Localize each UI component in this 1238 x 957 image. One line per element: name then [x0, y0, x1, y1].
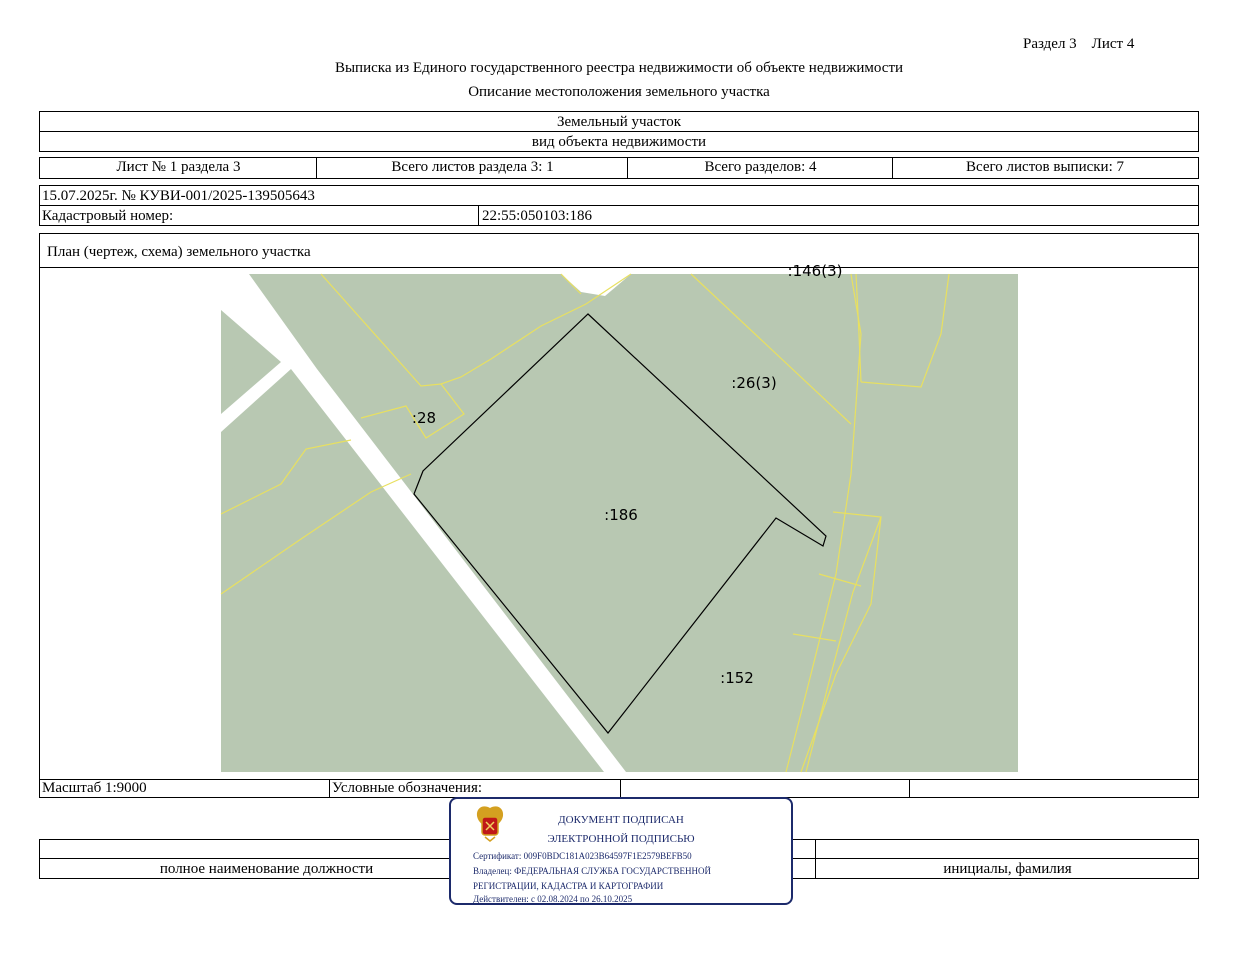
stamp-line-1: ДОКУМЕНТ ПОДПИСАН — [558, 814, 684, 826]
sheets-row — [39, 157, 1199, 179]
scale-label: Масштаб 1:9000 — [42, 780, 147, 796]
total-extract-sheets: Всего листов выписки: 7 — [892, 158, 1197, 178]
parcel-label-146: :146(3) — [787, 262, 843, 280]
object-type-block — [39, 111, 1199, 152]
date-number: 15.07.2025г. № КУВИ-001/2025-139505643 — [42, 188, 315, 204]
parcel-label-28: :28 — [411, 409, 437, 427]
electronic-signature-stamp — [449, 797, 793, 905]
parcel-label-152: :152 — [720, 669, 754, 687]
legend-cell-empty — [620, 779, 910, 797]
extract-title: Выписка из Единого государственного реестра недвижимости об объекте недвижимости — [334, 60, 904, 76]
parcel-label-26: :26(3) — [731, 374, 777, 392]
total-sections: Всего разделов: 4 — [627, 158, 893, 178]
cadastral-number: 22:55:050103:186 — [482, 208, 593, 224]
cadastral-plan-map — [221, 262, 1018, 772]
legend-label: Условные обозначения: — [329, 779, 621, 797]
extract-subtitle: Описание местоположения земельного участка — [468, 84, 770, 100]
parcel-label-main: :186 — [604, 506, 638, 524]
stamp-valid: Действителен: с 02.08.2024 по 26.10.2025 — [473, 894, 633, 904]
stamp-line-2: ЭЛЕКТРОННОЙ ПОДПИСЬЮ — [547, 833, 695, 845]
object-type: Земельный участок — [556, 114, 682, 130]
total-section-sheets: Всего листов раздела 3: 1 — [316, 158, 628, 178]
plan-title: План (чертеж, схема) земельного участка — [47, 244, 311, 260]
cadastral-label: Кадастровый номер: — [42, 208, 174, 224]
stamp-owner-2: РЕГИСТРАЦИИ, КАДАСТРА И КАРТОГРАФИИ — [473, 881, 664, 891]
stamp-certificate: Сертификат: 009F0BDC181A023B64597F1E2579BEFB50 — [473, 851, 692, 861]
object-type-caption: вид объекта недвижимости — [531, 134, 707, 150]
scale-legend-row — [39, 779, 1199, 798]
position-caption: полное наименование должности — [159, 861, 374, 877]
sheet-number: Лист № 1 раздела 3 — [116, 159, 241, 175]
legend-cell-empty-2 — [909, 779, 1198, 797]
document-info-block — [39, 185, 1199, 226]
name-caption: инициалы, фамилия — [943, 861, 1072, 877]
section-sheet-label: Раздел 3 Лист 4 — [1023, 36, 1135, 52]
stamp-owner: Владелец: ФЕДЕРАЛЬНАЯ СЛУЖБА ГОСУДАРСТВЕННОЙ — [473, 866, 712, 876]
